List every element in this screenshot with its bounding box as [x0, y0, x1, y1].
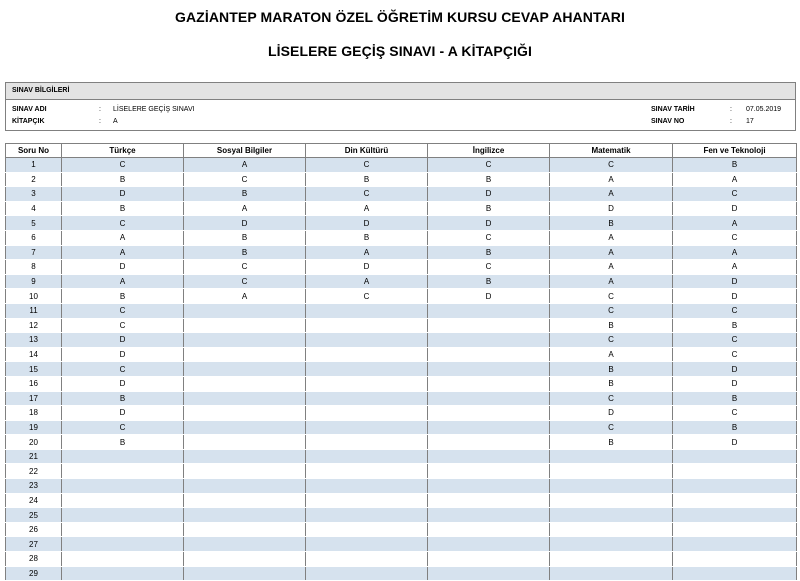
answer-cell [428, 493, 550, 508]
answer-cell: C [428, 230, 550, 245]
answer-cell: B [673, 391, 797, 406]
question-number-cell: 16 [6, 376, 62, 391]
answer-cell: C [550, 158, 673, 173]
answer-cell: B [306, 172, 428, 187]
table-row [6, 274, 797, 289]
answer-cell [550, 508, 673, 523]
answer-cell [184, 566, 306, 581]
answer-cell: D [673, 289, 797, 304]
answer-cell: A [306, 245, 428, 260]
exam-name-label: SINAV ADI [12, 106, 47, 113]
answer-cell: B [62, 391, 184, 406]
answer-cell [184, 420, 306, 435]
answer-cell: C [306, 289, 428, 304]
answer-cell [184, 376, 306, 391]
exam-date-value: 07.05.2019 [746, 106, 782, 113]
table-row [6, 318, 797, 333]
answer-cell: B [550, 216, 673, 231]
exam-date-label: SINAV TARİH [651, 106, 695, 113]
question-number-cell: 17 [6, 391, 62, 406]
answer-cell: B [428, 274, 550, 289]
answer-cell: C [62, 216, 184, 231]
answer-cell [62, 537, 184, 552]
answer-cell: A [306, 274, 428, 289]
exam-number-value: 17 [746, 118, 754, 125]
question-number-cell: 27 [6, 537, 62, 552]
question-number-cell: 28 [6, 552, 62, 567]
table-row [6, 245, 797, 260]
question-number-cell: 15 [6, 362, 62, 377]
exam-name-row [12, 105, 262, 114]
answer-cell [673, 552, 797, 567]
answer-cell: C [673, 347, 797, 362]
booklet-value: A [113, 118, 118, 125]
booklet-colon: : [99, 118, 101, 125]
answer-cell [62, 449, 184, 464]
table-row [6, 230, 797, 245]
answer-cell [428, 435, 550, 450]
booklet-label: KİTAPÇIK [12, 118, 45, 125]
answer-cell [306, 479, 428, 494]
answer-cell: A [673, 260, 797, 275]
answer-cell [306, 333, 428, 348]
answer-cell [306, 406, 428, 421]
answer-cell [306, 522, 428, 537]
answer-cell [306, 435, 428, 450]
answer-cell: C [306, 187, 428, 202]
answer-cell: C [428, 260, 550, 275]
answer-cell: A [550, 230, 673, 245]
answer-cell [184, 435, 306, 450]
question-number-cell: 18 [6, 406, 62, 421]
answer-cell: D [62, 376, 184, 391]
answer-cell [306, 362, 428, 377]
answer-cell: D [673, 435, 797, 450]
answer-cell: C [550, 391, 673, 406]
answer-cell [184, 522, 306, 537]
table-row [6, 508, 797, 523]
column-header: Sosyal Bilgiler [184, 144, 306, 158]
answer-cell [673, 522, 797, 537]
answer-cell: D [550, 201, 673, 216]
question-number-cell: 11 [6, 303, 62, 318]
answer-cell [673, 537, 797, 552]
answer-key-table [5, 143, 797, 581]
answer-cell [184, 537, 306, 552]
answer-cell [428, 362, 550, 377]
answer-cell [62, 464, 184, 479]
table-row [6, 537, 797, 552]
answer-cell [184, 479, 306, 494]
answer-cell: A [673, 172, 797, 187]
answer-cell [306, 508, 428, 523]
answer-cell: A [184, 201, 306, 216]
answer-cell [306, 493, 428, 508]
answer-cell: D [62, 260, 184, 275]
answer-cell: B [428, 172, 550, 187]
answer-cell: B [550, 376, 673, 391]
exam-number-colon: : [730, 118, 732, 125]
column-header: İngilizce [428, 144, 550, 158]
answer-cell: B [428, 201, 550, 216]
table-row [6, 201, 797, 216]
answer-cell: C [550, 420, 673, 435]
exam-date-row [651, 105, 791, 114]
answer-cell: B [673, 420, 797, 435]
table-row [6, 362, 797, 377]
answer-cell: B [428, 245, 550, 260]
answer-cell [550, 522, 673, 537]
column-header: Matematik [550, 144, 673, 158]
table-row [6, 552, 797, 567]
answer-cell [184, 406, 306, 421]
answer-cell [428, 566, 550, 581]
table-header-row [6, 144, 797, 158]
answer-cell: D [62, 406, 184, 421]
answer-cell [184, 318, 306, 333]
question-number-cell: 23 [6, 479, 62, 494]
page-title: GAZİANTEP MARATON ÖZEL ÖĞRETİM KURSU CEVAP AHANTARI [174, 9, 625, 25]
answer-cell [306, 347, 428, 362]
answer-cell [184, 347, 306, 362]
answer-cell: C [62, 362, 184, 377]
answer-cell [184, 362, 306, 377]
exam-number-label: SINAV NO [651, 118, 685, 125]
exam-info-header: SINAV BİLGİLERİ [6, 83, 795, 100]
answer-cell [306, 566, 428, 581]
answer-cell [428, 333, 550, 348]
answer-cell: A [550, 245, 673, 260]
answer-cell: D [428, 289, 550, 304]
answer-cell: B [550, 318, 673, 333]
table-row [6, 303, 797, 318]
answer-cell: C [184, 260, 306, 275]
answer-cell: A [184, 289, 306, 304]
exam-number-row [651, 117, 791, 126]
answer-cell: D [62, 187, 184, 202]
answer-cell: B [62, 172, 184, 187]
answer-cell [428, 479, 550, 494]
answer-cell [428, 464, 550, 479]
answer-cell [673, 479, 797, 494]
answer-cell: C [184, 274, 306, 289]
answer-cell: C [62, 303, 184, 318]
answer-cell [428, 508, 550, 523]
answer-cell: C [550, 303, 673, 318]
answer-cell [550, 449, 673, 464]
table-row [6, 566, 797, 581]
answer-cell [673, 566, 797, 581]
answer-cell: C [550, 289, 673, 304]
question-number-cell: 26 [6, 522, 62, 537]
answer-cell [62, 479, 184, 494]
answer-cell [428, 552, 550, 567]
answer-cell [306, 537, 428, 552]
answer-cell [306, 391, 428, 406]
answer-cell [428, 522, 550, 537]
answer-cell: A [550, 347, 673, 362]
page-subtitle: LİSELERE GEÇİŞ SINAVI - A KİTAPÇIĞI [267, 43, 533, 59]
question-number-cell: 22 [6, 464, 62, 479]
question-number-cell: 9 [6, 274, 62, 289]
answer-cell [428, 303, 550, 318]
table-row [6, 347, 797, 362]
answer-cell [306, 449, 428, 464]
answer-cell [184, 391, 306, 406]
answer-cell: D [428, 216, 550, 231]
answer-cell: B [184, 230, 306, 245]
question-number-cell: 4 [6, 201, 62, 216]
table-row [6, 420, 797, 435]
table-row [6, 158, 797, 173]
answer-cell [673, 449, 797, 464]
answer-cell [62, 493, 184, 508]
question-number-cell: 25 [6, 508, 62, 523]
answer-cell: D [673, 201, 797, 216]
answer-cell: B [306, 230, 428, 245]
answer-cell: B [550, 362, 673, 377]
answer-cell: A [306, 201, 428, 216]
answer-cell: A [550, 274, 673, 289]
exam-info-box [5, 82, 796, 131]
answer-cell [550, 493, 673, 508]
exam-date-colon: : [730, 106, 732, 113]
answer-cell: D [673, 362, 797, 377]
answer-cell: C [62, 318, 184, 333]
answer-cell: A [550, 172, 673, 187]
answer-cell [62, 566, 184, 581]
answer-cell [184, 508, 306, 523]
answer-cell: D [306, 216, 428, 231]
question-number-cell: 5 [6, 216, 62, 231]
answer-cell [184, 464, 306, 479]
table-row [6, 522, 797, 537]
exam-name-colon: : [99, 106, 101, 113]
answer-cell: B [673, 158, 797, 173]
answer-cell: A [62, 245, 184, 260]
answer-cell [428, 406, 550, 421]
answer-cell [428, 376, 550, 391]
answer-cell [428, 449, 550, 464]
question-number-cell: 1 [6, 158, 62, 173]
question-number-cell: 12 [6, 318, 62, 333]
answer-cell [184, 449, 306, 464]
answer-cell: A [550, 260, 673, 275]
answer-cell [428, 537, 550, 552]
answer-cell: B [550, 435, 673, 450]
answer-cell: C [428, 158, 550, 173]
answer-cell: D [673, 376, 797, 391]
answer-cell [306, 464, 428, 479]
question-number-cell: 20 [6, 435, 62, 450]
table-row [6, 376, 797, 391]
answer-cell: C [306, 158, 428, 173]
question-number-cell: 8 [6, 260, 62, 275]
answer-cell [428, 318, 550, 333]
answer-cell [673, 493, 797, 508]
table-row [6, 391, 797, 406]
answer-cell: B [673, 318, 797, 333]
question-number-cell: 10 [6, 289, 62, 304]
answer-cell [673, 508, 797, 523]
table-row [6, 479, 797, 494]
answer-cell: A [62, 274, 184, 289]
column-header: Din Kültürü [306, 144, 428, 158]
answer-cell [550, 464, 673, 479]
answer-cell: D [306, 260, 428, 275]
column-header: Fen ve Teknoloji [673, 144, 797, 158]
answer-cell: C [62, 158, 184, 173]
answer-cell: B [62, 289, 184, 304]
question-number-cell: 14 [6, 347, 62, 362]
question-number-cell: 13 [6, 333, 62, 348]
answer-cell [550, 552, 673, 567]
answer-cell: C [673, 406, 797, 421]
table-row [6, 172, 797, 187]
answer-cell [550, 537, 673, 552]
question-number-cell: 21 [6, 449, 62, 464]
answer-cell [184, 552, 306, 567]
answer-cell [184, 303, 306, 318]
answer-cell: D [673, 274, 797, 289]
table-row [6, 464, 797, 479]
answer-cell: D [184, 216, 306, 231]
answer-cell: A [550, 187, 673, 202]
answer-cell [550, 566, 673, 581]
answer-cell [184, 493, 306, 508]
table-row [6, 187, 797, 202]
answer-cell: D [62, 347, 184, 362]
answer-cell: C [550, 333, 673, 348]
answer-cell: A [184, 158, 306, 173]
answer-cell: A [62, 230, 184, 245]
column-header: Türkçe [62, 144, 184, 158]
answer-cell: A [673, 216, 797, 231]
answer-cell [62, 508, 184, 523]
answer-cell: C [673, 303, 797, 318]
answer-cell [306, 318, 428, 333]
table-row [6, 289, 797, 304]
table-row [6, 406, 797, 421]
answer-cell: A [673, 245, 797, 260]
answer-cell [428, 347, 550, 362]
answer-cell [306, 303, 428, 318]
answer-cell: D [62, 333, 184, 348]
table-row [6, 333, 797, 348]
table-row [6, 493, 797, 508]
exam-name-value: LİSELERE GEÇİŞ SINAVI [113, 106, 195, 113]
table-row [6, 260, 797, 275]
answer-cell: C [62, 420, 184, 435]
question-number-cell: 6 [6, 230, 62, 245]
answer-cell: B [184, 187, 306, 202]
answer-cell: C [184, 172, 306, 187]
question-number-cell: 29 [6, 566, 62, 581]
answer-cell [306, 552, 428, 567]
answer-cell: C [673, 187, 797, 202]
answer-cell: B [184, 245, 306, 260]
answer-cell [306, 420, 428, 435]
booklet-row [12, 117, 262, 126]
answer-cell: C [673, 230, 797, 245]
table-row [6, 435, 797, 450]
question-number-cell: 3 [6, 187, 62, 202]
answer-cell: B [62, 201, 184, 216]
answer-cell [62, 552, 184, 567]
question-number-cell: 7 [6, 245, 62, 260]
answer-cell: B [62, 435, 184, 450]
question-number-cell: 19 [6, 420, 62, 435]
answer-cell [428, 391, 550, 406]
table-row [6, 216, 797, 231]
answer-cell [550, 479, 673, 494]
answer-cell: D [428, 187, 550, 202]
answer-cell: D [550, 406, 673, 421]
answer-cell [673, 464, 797, 479]
answer-cell [306, 376, 428, 391]
answer-cell [62, 522, 184, 537]
question-number-cell: 2 [6, 172, 62, 187]
table-row [6, 449, 797, 464]
column-header: Soru No [6, 144, 62, 158]
answer-cell [428, 420, 550, 435]
answer-cell [184, 333, 306, 348]
answer-cell: C [673, 333, 797, 348]
question-number-cell: 24 [6, 493, 62, 508]
